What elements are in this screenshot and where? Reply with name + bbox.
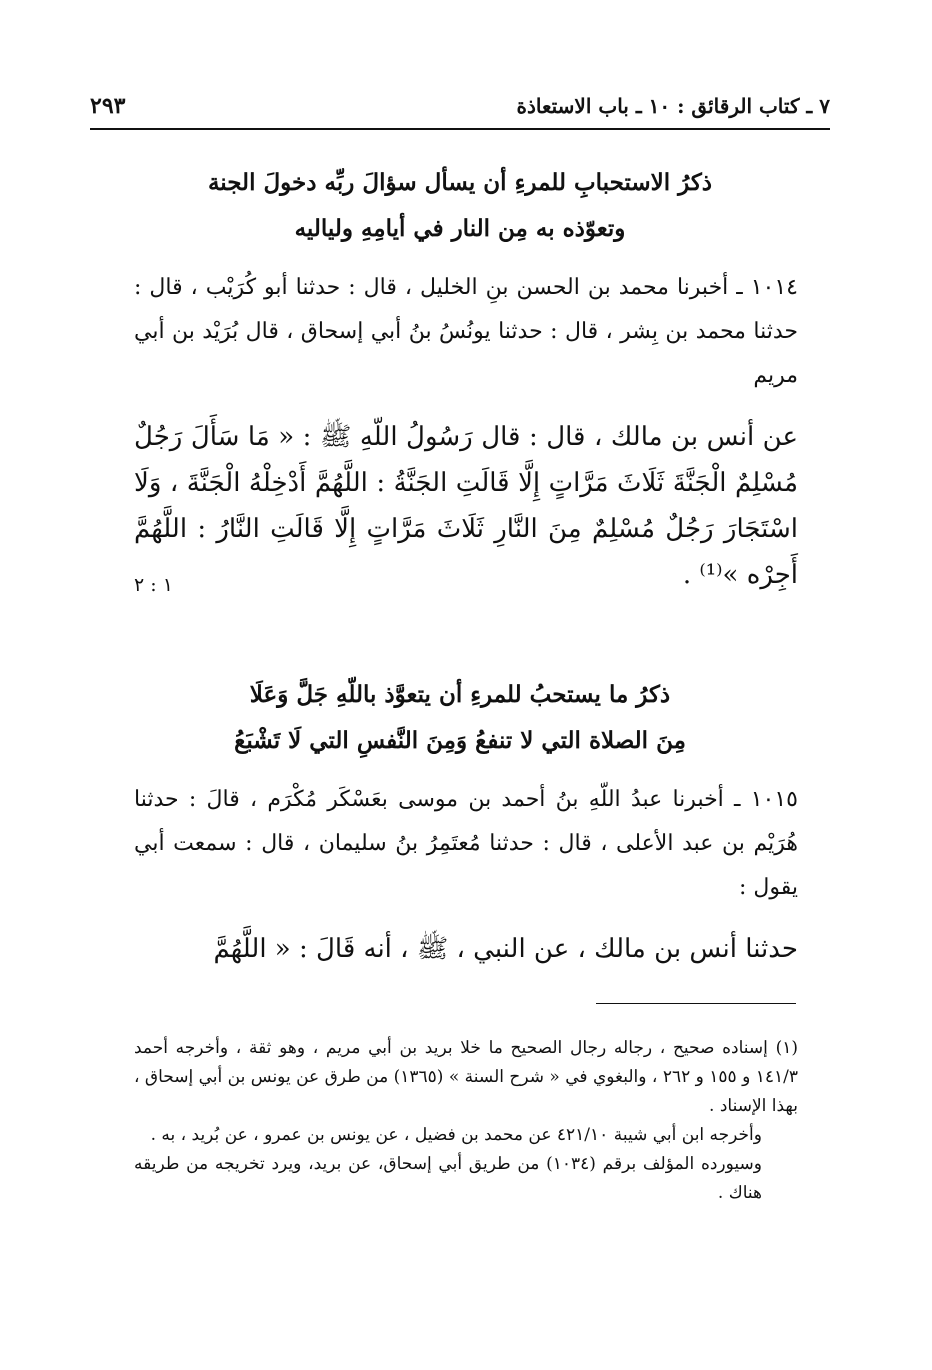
matn-text: حدثنا أنس بن مالك ، عن النبي ، ﷺ ، أنه قَالَ : « اللَّهُمَّ [213, 934, 798, 964]
hadith-1015-isnad [134, 778, 798, 910]
footnote-continuation: وأخرجه ابن أبي شيبة ٤٢١/١٠ عن محمد بن فضيل ، عن يونس بن عمرو ، عن بُريد ، به . [150, 1125, 762, 1145]
footnote-1: (١) إسناده صحيح ، رجاله رجال الصحيح ما خلا بريد بن أبي مريم ، وهو ثقة ، وأخرجه أحمد ١٤١/٣ و ١٥٥ و ٢٦٢ ، والبغوي في « شرح السنة » (١٣٦٥) من طرق عن يونس بن أبي إسحاق ، بهذا الإسناد . [134, 1038, 799, 1116]
running-title: ٧ ـ كتاب الرقائق : ١٠ ـ باب الاستعاذة [516, 94, 830, 118]
footnotes [134, 1034, 798, 1208]
isnad-text: ١٠١٤ ـ أخبرنا محمد بن الحسن بنِ الخليل ، قال : حدثنا أبو كُرَيْب ، قال : حدثنا محمد بن بِشر ، قال : حدثنا يونُسُ بنُ أبي إسحاق ، قال بُرَيْد بن أبي مريم [134, 275, 798, 388]
hadith-1015-matn [134, 926, 798, 972]
footnote-rule [596, 1003, 796, 1004]
heading-line: ذكرُ ما يستحبُ للمرءِ أن يتعوَّذ باللّهِ جَلَّ وَعَلَا [249, 681, 671, 708]
hadith-1014-matn [134, 414, 798, 598]
hadith-1014-isnad [134, 266, 798, 398]
heading-line: مِنَ الصلاة التي لا تنفعُ وَمِنَ النَّفسِ التي لَا تَشْبَعُ [234, 727, 686, 754]
footnote-continuation: وسيورده المؤلف برقم (١٠٣٤) من طريق أبي إسحاق، عن بريد، ويرد تخريجه من طريقه هناك . [134, 1154, 762, 1203]
heading-line: وتعوّذه به مِن النار في أيامِهِ ولياليه [294, 215, 626, 242]
reference-number: ١ : ٢ [134, 574, 173, 596]
page-number: ٢٩٣ [90, 93, 126, 119]
section-heading-2 [130, 672, 790, 764]
matn-text: عن أنس بن مالك ، قال : قال رَسُولُ اللّهِ ﷺ : « مَا سَأَلَ رَجُلٌ مُسْلِمٌ الْجَنَّةَ ثَلَاثَ مَرَّاتٍ إِلَّا قَالَتِ الجَنَّةُ : اللَّهُمَّ أَدْخِلْهُ الْجَنَّةَ ، وَلَا اسْتَجَارَ رَجُلٌ مُسْلِمٌ مِنَ النَّارِ ثَلَاثَ مَرَّاتٍ إِلَّا قَالَتِ النَّارُ : اللَّهُمَّ أَجِرْه »⁽¹⁾ . [134, 422, 798, 590]
section-heading-1 [130, 160, 790, 252]
heading-line: ذكرُ الاستحبابِ للمرءِ أن يسأل سؤالَ ربِّه دخولَ الجنة [207, 169, 713, 196]
isnad-text: ١٠١٥ ـ أخبرنا عبدُ اللّهِ بنُ أحمد بن موسى بعَسْكَر مُكْرَم ، قالَ : حدثنا هُرَيْم بن عبد الأعلى ، قال : حدثنا مُعتَمِرُ بنُ سليمان ، قال : سمعت أبي يقول : [134, 787, 798, 900]
header-rule [90, 128, 830, 130]
